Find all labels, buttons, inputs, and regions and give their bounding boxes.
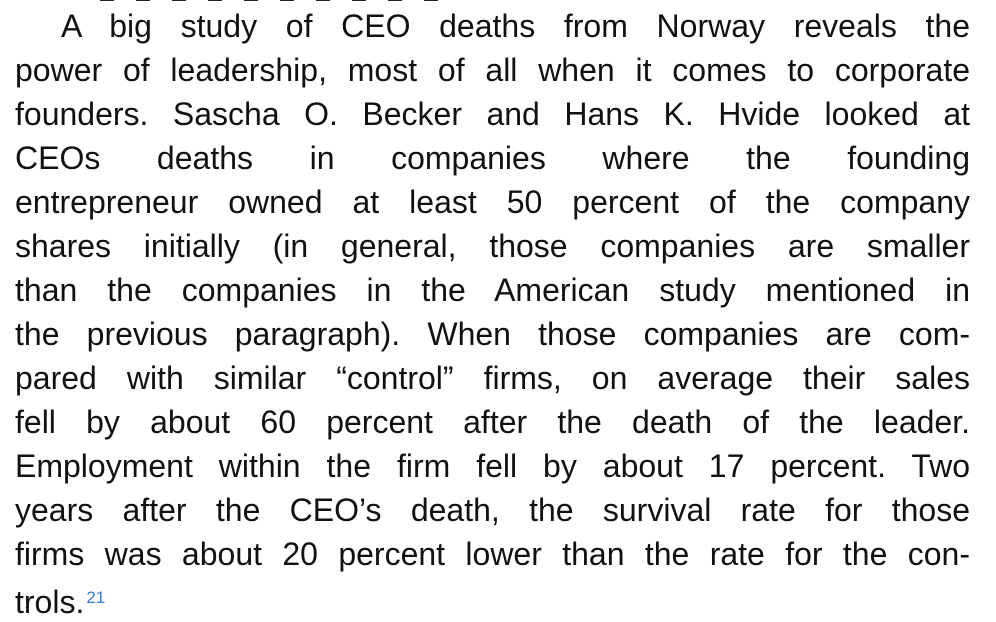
paragraph-line: A big study of CEO deaths from Norway reveals the: [61, 8, 970, 44]
body-paragraph: [15, 4, 970, 620]
paragraph-line: Employment within the firm fell by about 17 percent. Two: [15, 448, 970, 484]
footnote-reference-link[interactable]: 21: [86, 588, 106, 607]
paragraph-line: power of leadership, most of all when it comes to corporate: [15, 52, 970, 88]
paragraph-line: pared with similar “control” firms, on average their sales: [15, 360, 970, 396]
paragraph-line: founders. Sascha O. Becker and Hans K. Hvide looked at: [15, 96, 970, 132]
paragraph-line: trols.: [15, 584, 85, 620]
paragraph-line: shares initially (in general, those companies are smaller: [15, 228, 970, 264]
paragraph-line: CEOs deaths in companies where the founding: [15, 140, 970, 176]
paragraph-last-line: [15, 576, 970, 620]
cut-off-previous-text: [100, 0, 460, 1]
paragraph-line: the previous paragraph). When those companies are com-: [15, 316, 970, 352]
paragraph-line: fell by about 60 percent after the death of the leader.: [15, 404, 970, 440]
paragraph-line: entrepreneur owned at least 50 percent of the company: [15, 184, 970, 220]
paragraph-line: years after the CEO’s death, the survival rate for those: [15, 492, 970, 528]
paragraph-line: firms was about 20 percent lower than the rate for the con-: [15, 536, 970, 572]
paragraph-line: than the companies in the American study mentioned in: [15, 272, 970, 308]
